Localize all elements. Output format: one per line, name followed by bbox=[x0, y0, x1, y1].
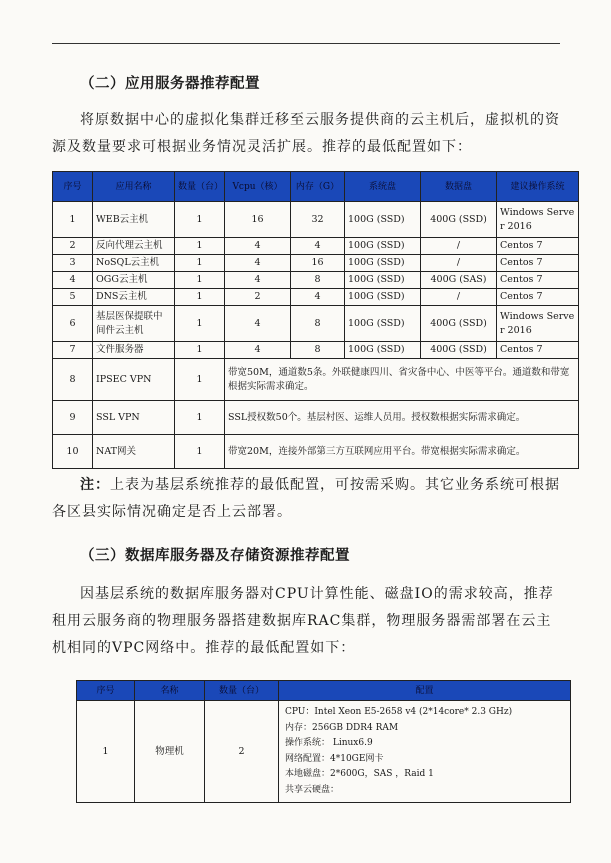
table1-cell: DNS云主机 bbox=[93, 289, 175, 306]
table1-header: Vcpu（核） bbox=[225, 172, 291, 202]
table1-cell: 4 bbox=[225, 238, 291, 255]
table1-cell: Centos 7 bbox=[497, 272, 579, 289]
table1-cell: 反向代理云主机 bbox=[93, 238, 175, 255]
table1-cell: 1 bbox=[53, 202, 93, 238]
table1-cell: 4 bbox=[225, 342, 291, 359]
table1-row bbox=[53, 272, 579, 289]
table1-cell: Centos 7 bbox=[497, 289, 579, 306]
table1-cell: 2 bbox=[53, 238, 93, 255]
table1-cell: 3 bbox=[53, 255, 93, 272]
table1-cell: SSL授权数50个。基层村医、运维人员用。授权数根据实际需求确定。 bbox=[225, 401, 579, 435]
table1-cell: Centos 7 bbox=[497, 238, 579, 255]
table1-cell: OGG云主机 bbox=[93, 272, 175, 289]
spec-line: 本地磁盘：2*600G，SAS ，Raid 1 bbox=[285, 769, 434, 779]
table1-header: 数据盘 bbox=[421, 172, 497, 202]
table1-cell: 4 bbox=[53, 272, 93, 289]
table1-cell: 8 bbox=[291, 306, 345, 342]
table1-cell: 1 bbox=[175, 306, 225, 342]
table1-wide-row bbox=[53, 435, 579, 469]
table1-cell: 10 bbox=[53, 435, 93, 469]
table1-cell: 7 bbox=[53, 342, 93, 359]
table1-cell: 100G (SSD) bbox=[345, 306, 421, 342]
table1-cell: WEB云主机 bbox=[93, 202, 175, 238]
table2-header: 序号 bbox=[77, 681, 135, 701]
spec-line: 内存：256GB DDR4 RAM bbox=[285, 722, 399, 733]
table1-cell: 基层医保提联中间件云主机 bbox=[93, 306, 175, 342]
table1-wide-row bbox=[53, 401, 579, 435]
note-paragraph: 注：上表为基层系统推荐的最低配置，可按需采购。其它业务系统可根据各区县实际情况确定是否上云部署。 bbox=[52, 477, 560, 520]
table1-cell: / bbox=[421, 255, 497, 272]
table1-cell: 8 bbox=[291, 342, 345, 359]
table1-header-row bbox=[53, 172, 579, 202]
table1-cell: 1 bbox=[175, 435, 225, 469]
table1-cell: 1 bbox=[175, 272, 225, 289]
table1-cell: 100G (SSD) bbox=[345, 272, 421, 289]
section2-heading: （二）应用服务器推荐配置 bbox=[80, 75, 260, 92]
table1-cell: 400G (SSD) bbox=[421, 342, 497, 359]
table1-header: 建议操作系统 bbox=[497, 172, 579, 202]
table1-cell: 1 bbox=[175, 289, 225, 306]
table1-header: 序号 bbox=[53, 172, 93, 202]
table1-cell: SSL VPN bbox=[93, 401, 175, 435]
table2-row bbox=[77, 701, 571, 803]
table1-cell: 1 bbox=[175, 238, 225, 255]
table1-cell: Windows Server 2016 bbox=[497, 202, 579, 238]
section3-heading: （三）数据库服务器及存储资源推荐配置 bbox=[80, 547, 350, 564]
table1-cell: 1 bbox=[175, 359, 225, 401]
section3-paragraph: 因基层系统的数据库服务器对CPU计算性能、磁盘IO的需求较高，推荐租用云服务商的物理服务器搭建数据库RAC集群，物理服务器需部署在云主机相同的VPC网络中。推荐的最低配置如下： bbox=[52, 586, 554, 656]
table2-cell-qty: 2 bbox=[205, 701, 279, 803]
table1-cell: 9 bbox=[53, 401, 93, 435]
table1-header: 数量（台） bbox=[175, 172, 225, 202]
table2-cell-name: 物理机 bbox=[135, 701, 205, 803]
table1-cell: 1 bbox=[175, 255, 225, 272]
table1-cell: 100G (SSD) bbox=[345, 289, 421, 306]
table1-header: 应用名称 bbox=[93, 172, 175, 202]
app-server-table bbox=[52, 171, 579, 469]
table1-cell: 带宽50M，通道数5条。外联健康四川、省灾备中心、中医等平台。通道数和带宽根据实际需求确定。 bbox=[225, 359, 579, 401]
table1-cell: 4 bbox=[291, 238, 345, 255]
table1-cell: 8 bbox=[291, 272, 345, 289]
table1-wide-row bbox=[53, 359, 579, 401]
table1-cell: 1 bbox=[175, 401, 225, 435]
table1-cell: 1 bbox=[175, 202, 225, 238]
table1-cell: Centos 7 bbox=[497, 342, 579, 359]
table1-cell: 100G (SSD) bbox=[345, 238, 421, 255]
table1-cell: / bbox=[421, 289, 497, 306]
table1-cell: 16 bbox=[291, 255, 345, 272]
table1-cell: 16 bbox=[225, 202, 291, 238]
table1-cell: NAT网关 bbox=[93, 435, 175, 469]
table1-row bbox=[53, 238, 579, 255]
spec-line: CPU：Intel Xeon E5-2658 v4 (2*14core* 2.3 GHz) bbox=[285, 707, 513, 717]
table1-row bbox=[53, 342, 579, 359]
table2-cell-no: 1 bbox=[77, 701, 135, 803]
table1-cell: 400G (SSD) bbox=[421, 306, 497, 342]
spec-line: 网络配置：4*10GE网卡 bbox=[285, 753, 384, 764]
table1-header: 系统盘 bbox=[345, 172, 421, 202]
spec-line: 共享云硬盘： bbox=[285, 784, 340, 795]
table1-cell: 4 bbox=[225, 272, 291, 289]
spec-line: 操作系统： Linux6.9 bbox=[285, 738, 373, 748]
table1-cell: IPSEC VPN bbox=[93, 359, 175, 401]
table1-cell: 2 bbox=[225, 289, 291, 306]
table1-cell: Windows Server 2016 bbox=[497, 306, 579, 342]
table1-cell: 文件服务器 bbox=[93, 342, 175, 359]
table2-header: 名称 bbox=[135, 681, 205, 701]
table1-row bbox=[53, 202, 579, 238]
table1-cell: 4 bbox=[225, 255, 291, 272]
table2-header-row bbox=[77, 681, 571, 701]
table1-cell: / bbox=[421, 238, 497, 255]
table1-cell: 5 bbox=[53, 289, 93, 306]
table1-cell: 400G (SSD) bbox=[421, 202, 497, 238]
table1-header: 内存（G） bbox=[291, 172, 345, 202]
table1-cell: 100G (SSD) bbox=[345, 255, 421, 272]
table1-cell: 100G (SSD) bbox=[345, 342, 421, 359]
table1-cell: 32 bbox=[291, 202, 345, 238]
table1-cell: 8 bbox=[53, 359, 93, 401]
db-server-table bbox=[76, 680, 571, 803]
table1-cell: 带宽20M，连接外部第三方互联网应用平台。带宽根据实际需求确定。 bbox=[225, 435, 579, 469]
table1-cell: 4 bbox=[291, 289, 345, 306]
table1-cell: 6 bbox=[53, 306, 93, 342]
table1-row bbox=[53, 255, 579, 272]
table1-row bbox=[53, 289, 579, 306]
table1-cell: NoSQL云主机 bbox=[93, 255, 175, 272]
table1-cell: 4 bbox=[225, 306, 291, 342]
table1-row bbox=[53, 306, 579, 342]
table2-cell-specs bbox=[279, 701, 571, 803]
table1-cell: 100G (SSD) bbox=[345, 202, 421, 238]
header-rule bbox=[52, 43, 560, 44]
table2-header: 数量（台） bbox=[205, 681, 279, 701]
table1-cell: 400G (SAS) bbox=[421, 272, 497, 289]
table1-cell: Centos 7 bbox=[497, 255, 579, 272]
table1-cell: 1 bbox=[175, 342, 225, 359]
section2-paragraph: 将原数据中心的虚拟化集群迁移至云服务提供商的云主机后，虚拟机的资源及数量要求可根据业务情况灵活扩展。推荐的最低配置如下： bbox=[52, 112, 560, 155]
table2-header: 配置 bbox=[279, 681, 571, 701]
